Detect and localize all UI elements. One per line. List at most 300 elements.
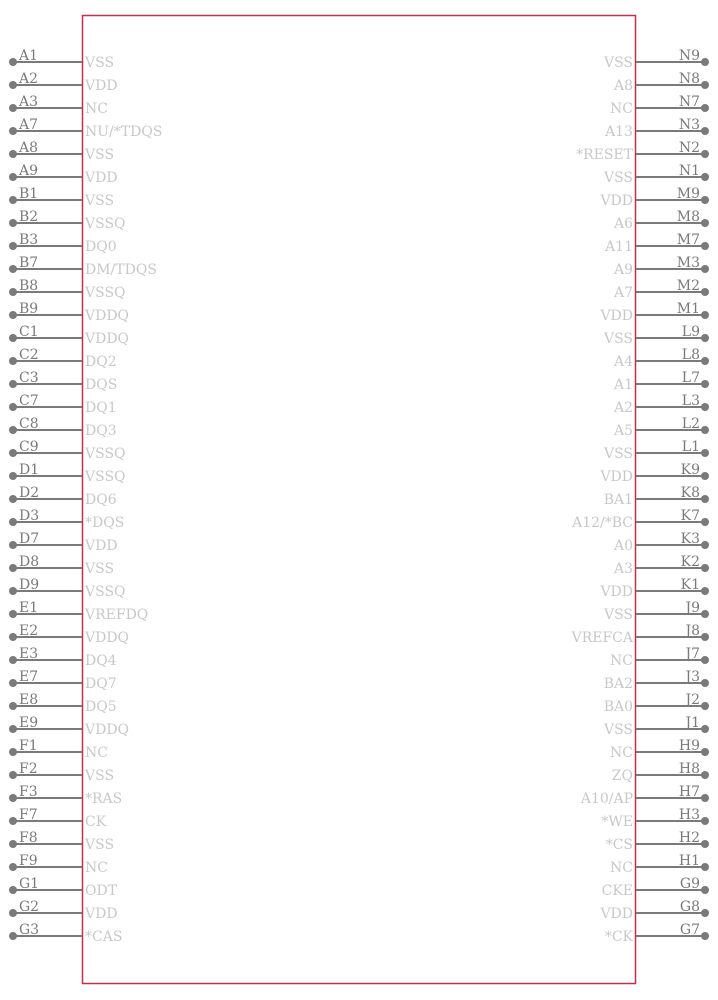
pin-endpoint-dot xyxy=(9,702,17,710)
left-pin xyxy=(9,876,118,899)
right-pin xyxy=(599,301,709,324)
pin-number: H7 xyxy=(678,784,700,800)
pin-name: *WE xyxy=(601,814,633,830)
pin-name: VDDQ xyxy=(85,308,130,324)
left-pin xyxy=(9,439,126,462)
pin-name: VDD xyxy=(600,469,633,485)
pin-name: VSS xyxy=(603,446,633,462)
pin-endpoint-dot xyxy=(9,104,17,112)
pin-name: BA0 xyxy=(603,699,633,715)
pin-endpoint-dot xyxy=(701,173,709,181)
pin-endpoint-dot xyxy=(9,403,17,411)
pin-endpoint-dot xyxy=(9,58,17,66)
pin-number: G3 xyxy=(19,922,40,938)
pin-endpoint-dot xyxy=(9,150,17,158)
right-pin xyxy=(601,807,709,830)
right-pin xyxy=(610,738,709,761)
pin-number: E9 xyxy=(19,715,39,731)
pin-name: NC xyxy=(85,745,108,761)
pin-name: VDD xyxy=(600,308,633,324)
pin-name: VDDQ xyxy=(85,722,130,738)
pin-name: DQ6 xyxy=(85,492,117,508)
left-pin xyxy=(9,324,129,347)
pin-endpoint-dot xyxy=(701,449,709,457)
pin-endpoint-dot xyxy=(701,495,709,503)
pin-endpoint-dot xyxy=(9,886,17,894)
pin-endpoint-dot xyxy=(9,656,17,664)
pin-number: H3 xyxy=(678,807,700,823)
pin-name: A10/AP xyxy=(580,791,633,807)
left-pin xyxy=(9,600,148,623)
right-pin xyxy=(605,922,709,945)
pin-endpoint-dot xyxy=(9,794,17,802)
pin-number: A1 xyxy=(19,48,39,64)
right-pin xyxy=(613,255,709,278)
right-pin xyxy=(610,646,709,669)
pin-endpoint-dot xyxy=(701,587,709,595)
pin-number: F3 xyxy=(19,784,38,800)
pin-endpoint-dot xyxy=(9,817,17,825)
right-pin xyxy=(613,209,709,232)
pin-endpoint-dot xyxy=(701,311,709,319)
pin-number: N3 xyxy=(678,117,700,133)
pin-number: H8 xyxy=(678,761,700,777)
pin-name: NC xyxy=(610,101,633,117)
left-pin xyxy=(9,462,126,485)
pin-name: VSSQ xyxy=(85,285,126,301)
pin-endpoint-dot xyxy=(9,127,17,135)
left-pin xyxy=(9,761,114,784)
pin-number: M1 xyxy=(676,301,700,317)
pin-endpoint-dot xyxy=(9,610,17,618)
left-pin xyxy=(9,692,117,715)
pin-name: VSSQ xyxy=(85,216,126,232)
pin-name: *CK xyxy=(604,929,633,945)
pin-name: CKE xyxy=(601,883,633,899)
pin-endpoint-dot xyxy=(9,357,17,365)
pin-number: E7 xyxy=(19,669,39,685)
right-pin xyxy=(599,462,709,485)
pin-number: L2 xyxy=(681,416,700,432)
pin-number: M7 xyxy=(676,232,700,248)
pin-number: J7 xyxy=(685,646,700,662)
pin-number: D1 xyxy=(19,462,40,478)
pin-number: B9 xyxy=(19,301,39,317)
pin-name: A2 xyxy=(613,400,633,416)
left-pin xyxy=(9,278,126,301)
right-pin xyxy=(571,508,709,531)
pin-name: DQ3 xyxy=(85,423,117,439)
right-pin xyxy=(571,623,709,646)
pin-number: F8 xyxy=(19,830,38,846)
pin-number: B2 xyxy=(19,209,39,225)
ic-body-outline xyxy=(83,16,636,984)
pin-name: VSS xyxy=(85,147,115,163)
pin-endpoint-dot xyxy=(701,909,709,917)
pin-name: NC xyxy=(610,860,633,876)
pin-endpoint-dot xyxy=(701,288,709,296)
pin-name: VSS xyxy=(603,170,633,186)
pin-endpoint-dot xyxy=(9,564,17,572)
pin-name: A6 xyxy=(613,216,633,232)
pin-name: A0 xyxy=(613,538,633,554)
left-pin xyxy=(9,646,117,669)
pin-name: DQ1 xyxy=(85,400,117,416)
pin-name: VDD xyxy=(85,170,118,186)
pin-number: J3 xyxy=(685,669,700,685)
left-pin xyxy=(9,577,126,600)
pin-endpoint-dot xyxy=(701,633,709,641)
pin-number: G1 xyxy=(19,876,40,892)
right-pin xyxy=(604,232,709,255)
pin-endpoint-dot xyxy=(701,932,709,940)
pin-number: J1 xyxy=(685,715,700,731)
pin-endpoint-dot xyxy=(701,518,709,526)
pin-number: B3 xyxy=(19,232,39,248)
pin-number: J9 xyxy=(685,600,700,616)
pin-name: BA2 xyxy=(603,676,633,692)
left-pin xyxy=(9,301,129,324)
pin-number: B8 xyxy=(19,278,39,294)
pin-name: A4 xyxy=(613,354,633,370)
pin-endpoint-dot xyxy=(9,219,17,227)
right-pin xyxy=(599,899,709,922)
pin-name: A1 xyxy=(613,377,633,393)
pin-name: NC xyxy=(610,653,633,669)
pin-endpoint-dot xyxy=(701,794,709,802)
right-pin xyxy=(602,876,709,899)
right-pin xyxy=(599,577,709,600)
pin-name: VDD xyxy=(600,584,633,600)
pin-number: C7 xyxy=(19,393,39,409)
pin-name: A9 xyxy=(613,262,633,278)
pin-number: A9 xyxy=(19,163,39,179)
pin-endpoint-dot xyxy=(9,541,17,549)
left-pin xyxy=(9,554,114,577)
left-pin xyxy=(9,416,117,439)
pin-name: *DQS xyxy=(85,515,125,531)
pin-name: A3 xyxy=(613,561,633,577)
pin-name: VSSQ xyxy=(85,469,126,485)
pin-number: G2 xyxy=(19,899,40,915)
pin-endpoint-dot xyxy=(9,311,17,319)
pin-name: *RAS xyxy=(85,791,123,807)
pin-number: F7 xyxy=(19,807,38,823)
pin-number: G8 xyxy=(679,899,700,915)
pin-name: NU/*TDQS xyxy=(85,124,163,140)
pin-number: L1 xyxy=(681,439,700,455)
right-pin xyxy=(606,830,709,853)
right-pin xyxy=(610,853,709,876)
pin-endpoint-dot xyxy=(9,518,17,526)
pin-endpoint-dot xyxy=(701,771,709,779)
pin-name: A13 xyxy=(605,124,633,140)
pin-endpoint-dot xyxy=(701,725,709,733)
pin-number: K1 xyxy=(680,577,700,593)
pin-endpoint-dot xyxy=(701,104,709,112)
left-pin xyxy=(9,485,117,508)
right-pin xyxy=(613,531,709,554)
pin-number: A7 xyxy=(19,117,39,133)
pin-endpoint-dot xyxy=(701,242,709,250)
left-pin xyxy=(9,669,117,692)
pin-endpoint-dot xyxy=(9,196,17,204)
pin-name: NC xyxy=(610,745,633,761)
pin-number: E1 xyxy=(19,600,39,616)
left-pin xyxy=(9,807,107,830)
pin-number: C9 xyxy=(19,439,39,455)
pin-name: A5 xyxy=(613,423,633,439)
right-pin xyxy=(604,117,709,140)
left-pin xyxy=(9,715,129,738)
pin-name: VSSQ xyxy=(85,446,126,462)
right-pin xyxy=(612,761,709,784)
pin-name: VSS xyxy=(603,331,633,347)
left-pin xyxy=(9,163,118,186)
pin-name: VSS xyxy=(85,837,115,853)
pin-number: K3 xyxy=(680,531,700,547)
pin-number: D8 xyxy=(19,554,40,570)
right-pin xyxy=(604,669,709,692)
pin-number: C2 xyxy=(19,347,39,363)
pin-number: L3 xyxy=(681,393,700,409)
left-pin xyxy=(9,830,114,853)
right-pin xyxy=(580,784,709,807)
pin-endpoint-dot xyxy=(9,173,17,181)
pin-name: VSS xyxy=(85,55,115,71)
pin-name: BA1 xyxy=(603,492,633,508)
pin-number: L9 xyxy=(681,324,700,340)
right-pin xyxy=(613,393,709,416)
pin-number: E3 xyxy=(19,646,39,662)
pin-number: H1 xyxy=(678,853,700,869)
pin-endpoint-dot xyxy=(701,426,709,434)
pin-name: VDD xyxy=(85,906,118,922)
right-pin xyxy=(613,278,709,301)
left-pin xyxy=(9,232,117,255)
left-pin xyxy=(9,140,114,163)
pin-endpoint-dot xyxy=(701,679,709,687)
pin-endpoint-dot xyxy=(701,150,709,158)
pin-endpoint-dot xyxy=(701,403,709,411)
pin-number: A2 xyxy=(19,71,39,87)
pin-endpoint-dot xyxy=(9,909,17,917)
right-pin xyxy=(610,94,709,117)
pin-endpoint-dot xyxy=(701,81,709,89)
pin-endpoint-dot xyxy=(9,242,17,250)
right-pin xyxy=(613,370,709,393)
pin-endpoint-dot xyxy=(701,610,709,618)
pin-endpoint-dot xyxy=(9,472,17,480)
pin-endpoint-dot xyxy=(9,265,17,273)
left-pin xyxy=(9,370,117,393)
pin-name: VSS xyxy=(85,193,115,209)
pin-number: N2 xyxy=(678,140,700,156)
right-pin xyxy=(603,600,709,623)
left-pin xyxy=(9,623,129,646)
right-pin xyxy=(603,163,709,186)
pin-name: VSS xyxy=(603,55,633,71)
right-pin xyxy=(603,48,709,71)
pin-number: N7 xyxy=(678,94,700,110)
pin-name: A8 xyxy=(613,78,633,94)
pin-number: G9 xyxy=(679,876,700,892)
pin-number: K9 xyxy=(680,462,700,478)
pin-endpoint-dot xyxy=(701,58,709,66)
pin-name: *CS xyxy=(605,837,633,853)
left-pin xyxy=(9,209,126,232)
right-pin xyxy=(576,140,709,163)
left-pin xyxy=(9,117,162,140)
pin-endpoint-dot xyxy=(9,863,17,871)
right-pin xyxy=(603,439,709,462)
pin-number: L8 xyxy=(681,347,700,363)
pin-number: B7 xyxy=(19,255,39,271)
pin-name: DQ4 xyxy=(85,653,117,669)
pin-number: D7 xyxy=(19,531,40,547)
left-pin xyxy=(9,784,122,807)
pin-name: CK xyxy=(85,814,107,830)
pin-number: J2 xyxy=(685,692,700,708)
pin-endpoint-dot xyxy=(701,472,709,480)
pin-number: N1 xyxy=(678,163,700,179)
pin-number: E2 xyxy=(19,623,39,639)
pin-name: VDD xyxy=(85,538,118,554)
pin-endpoint-dot xyxy=(701,886,709,894)
pin-number: F9 xyxy=(19,853,38,869)
left-pin xyxy=(9,94,108,117)
pin-name: NC xyxy=(85,860,108,876)
pin-name: VSS xyxy=(603,722,633,738)
pin-number: M3 xyxy=(676,255,700,271)
left-pin xyxy=(9,738,108,761)
right-pin xyxy=(613,71,709,94)
pin-endpoint-dot xyxy=(701,127,709,135)
pin-endpoint-dot xyxy=(701,265,709,273)
pin-endpoint-dot xyxy=(9,334,17,342)
pin-endpoint-dot xyxy=(9,380,17,388)
pin-endpoint-dot xyxy=(9,932,17,940)
right-pin xyxy=(613,347,709,370)
pin-number: D9 xyxy=(19,577,40,593)
pin-name: DQ0 xyxy=(85,239,117,255)
pin-endpoint-dot xyxy=(701,840,709,848)
pin-name: VSSQ xyxy=(85,584,126,600)
left-pin xyxy=(9,186,114,209)
pin-number: K2 xyxy=(680,554,700,570)
pin-name: DM/TDQS xyxy=(85,262,157,278)
pin-number: B1 xyxy=(19,186,39,202)
pin-name: VSS xyxy=(85,561,115,577)
pin-endpoint-dot xyxy=(9,426,17,434)
left-pin xyxy=(9,899,118,922)
left-pin-group xyxy=(9,48,162,945)
pin-number: N9 xyxy=(678,48,700,64)
left-pin xyxy=(9,531,118,554)
pin-name: ZQ xyxy=(611,768,633,784)
pin-endpoint-dot xyxy=(701,334,709,342)
pin-name: A11 xyxy=(605,239,633,255)
pin-endpoint-dot xyxy=(701,541,709,549)
pin-endpoint-dot xyxy=(701,380,709,388)
pin-name: VDD xyxy=(85,78,118,94)
left-pin xyxy=(9,347,117,370)
pin-number: M9 xyxy=(676,186,700,202)
pin-endpoint-dot xyxy=(701,656,709,664)
pin-number: H9 xyxy=(678,738,700,754)
right-pin xyxy=(603,324,709,347)
pin-endpoint-dot xyxy=(701,219,709,227)
left-pin xyxy=(9,508,124,531)
pin-name: VREFDQ xyxy=(85,607,149,623)
pin-number: F1 xyxy=(19,738,38,754)
right-pin xyxy=(604,692,709,715)
pin-number: A3 xyxy=(19,94,39,110)
left-pin xyxy=(9,71,118,94)
left-pin xyxy=(9,393,117,416)
pin-number: M8 xyxy=(676,209,700,225)
pin-name: VREFCA xyxy=(571,630,633,646)
right-pin xyxy=(599,186,709,209)
pin-endpoint-dot xyxy=(9,679,17,687)
pin-number: K7 xyxy=(680,508,700,524)
pin-number: N8 xyxy=(678,71,700,87)
pin-name: DQ2 xyxy=(85,354,117,370)
pin-number: D2 xyxy=(19,485,40,501)
pin-number: C1 xyxy=(19,324,39,340)
pin-number: J8 xyxy=(685,623,700,639)
pin-name: DQS xyxy=(85,377,118,393)
pin-name: VDD xyxy=(600,193,633,209)
pin-endpoint-dot xyxy=(701,196,709,204)
pin-endpoint-dot xyxy=(701,564,709,572)
pin-number: M2 xyxy=(676,278,700,294)
pin-endpoint-dot xyxy=(9,771,17,779)
pin-number: K8 xyxy=(680,485,700,501)
left-pin xyxy=(9,48,114,71)
pin-name: VDDQ xyxy=(85,630,130,646)
left-pin xyxy=(9,922,122,945)
right-pin xyxy=(613,416,709,439)
pin-name: A7 xyxy=(613,285,633,301)
pin-endpoint-dot xyxy=(9,449,17,457)
pin-endpoint-dot xyxy=(701,357,709,365)
pin-number: L7 xyxy=(681,370,700,386)
pin-number: E8 xyxy=(19,692,39,708)
pin-endpoint-dot xyxy=(701,748,709,756)
right-pin xyxy=(604,485,709,508)
pin-name: A12/*BC xyxy=(572,515,633,531)
pin-number: C3 xyxy=(19,370,39,386)
pin-name: VDDQ xyxy=(85,331,130,347)
pin-number: F2 xyxy=(19,761,38,777)
pin-name: DQ5 xyxy=(85,699,117,715)
pin-endpoint-dot xyxy=(701,817,709,825)
pin-number: C8 xyxy=(19,416,39,432)
pin-endpoint-dot xyxy=(9,587,17,595)
pin-name: VDD xyxy=(600,906,633,922)
pin-endpoint-dot xyxy=(9,81,17,89)
pin-endpoint-dot xyxy=(9,748,17,756)
right-pin-group xyxy=(571,48,709,945)
pin-endpoint-dot xyxy=(701,702,709,710)
pin-endpoint-dot xyxy=(701,863,709,871)
pin-endpoint-dot xyxy=(9,840,17,848)
left-pin xyxy=(9,853,108,876)
pin-endpoint-dot xyxy=(9,288,17,296)
pin-name: *RESET xyxy=(576,147,633,163)
pin-number: H2 xyxy=(678,830,700,846)
